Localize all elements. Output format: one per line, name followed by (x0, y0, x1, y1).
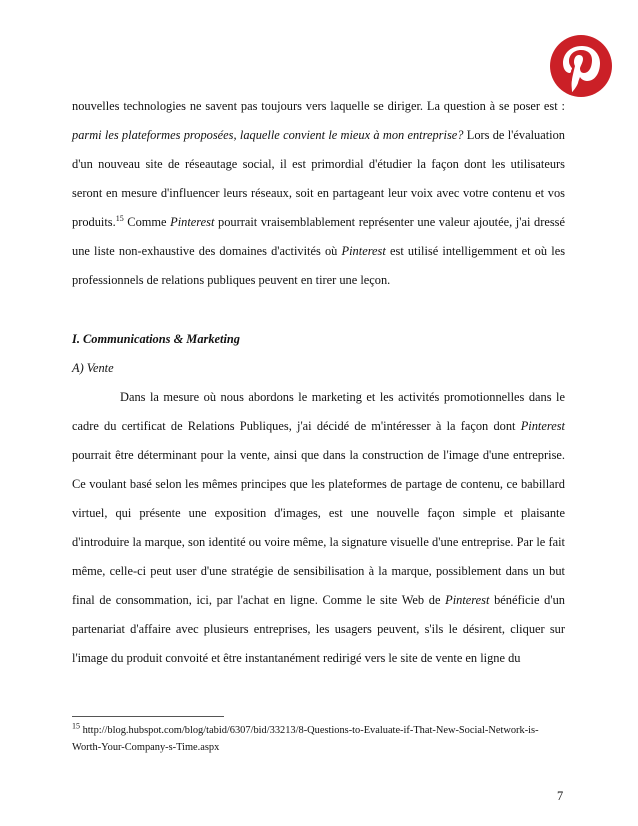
text-run: nouvelles technologies ne savent pas toujours vers laquelle se diriger. La question à se poser est : (72, 99, 565, 113)
subsection-heading: A) Vente (72, 361, 114, 375)
page-body (72, 92, 565, 673)
text-run: Dans la mesure où nous abordons le marketing et les activités promotionnelles dans le cadre du certificat de Relations Publiques, j'ai décidé de m'intéresser à la façon dont (72, 390, 565, 433)
italic-term: Pinterest (341, 244, 386, 258)
footnote-divider (72, 716, 224, 717)
text-run: est utilisé intelligemment et où les professionnels de relations publiques peuvent en tirer une leçon. (72, 244, 566, 287)
italic-question: parmi les plateformes proposées, laquelle convient le mieux à mon entreprise? (72, 128, 464, 142)
text-run: Comme (123, 215, 171, 229)
page-number: 7 (557, 789, 564, 803)
paragraph-intro (72, 92, 565, 295)
italic-term: Pinterest (445, 593, 490, 607)
footnote-reference: 15 (115, 213, 124, 223)
footnote (72, 722, 565, 756)
italic-term: Pinterest (520, 419, 565, 433)
footnote-text: http://blog.hubspot.com/blog/tabid/6307/bid/33213/8-Questions-to-Evaluate-if-That-New-Social-Network-is-Worth-Your-Company-s-Time.aspx (72, 725, 539, 753)
text-run: pourrait être déterminant pour la vente, ainsi que dans la construction de l'image d'une entreprise. Ce voulant basé selon les mêmes principes que les plateformes de partage de contenu, ce babillard virtuel, qui présente une exposition d'images, est une nouvelle façon simple et plaisante d'introduire la marque, son identité ou voire même, la signature visuelle d'une entreprise. Par le fait même, celle-ci peut user d'une stratégie de sensibilisation à la marque, possiblement dans un but final de consommation, ici, par l'achat en ligne. Comme le site Web de (72, 448, 565, 607)
footnote-number: 15 (72, 721, 80, 731)
text-run: Lors de l'évaluation d'un nouveau site de réseautage social, il est primordial d'étudier la façon dont les utilisateurs seront en mesure d'influencer leurs réseaux, soit en partageant leur voix avec votre contenu et vos produits. (72, 128, 565, 229)
pinterest-logo-icon (548, 33, 614, 99)
paragraph-vente (72, 383, 565, 673)
text-run: pourrait vraisemblablement représenter une valeur ajoutée, j'ai dressé une liste non-exhaustive des domaines d'activités où (72, 215, 565, 258)
italic-term: Pinterest (170, 215, 215, 229)
text-run: bénéficie d'un partenariat d'affaire avec plusieurs entreprises, les usagers peuvent, s'ils le désirent, cliquer sur l'image du produit convoité et être instantanément redirigé vers le site de vente en ligne du (72, 593, 565, 665)
section-heading: I. Communications & Marketing (72, 332, 240, 346)
